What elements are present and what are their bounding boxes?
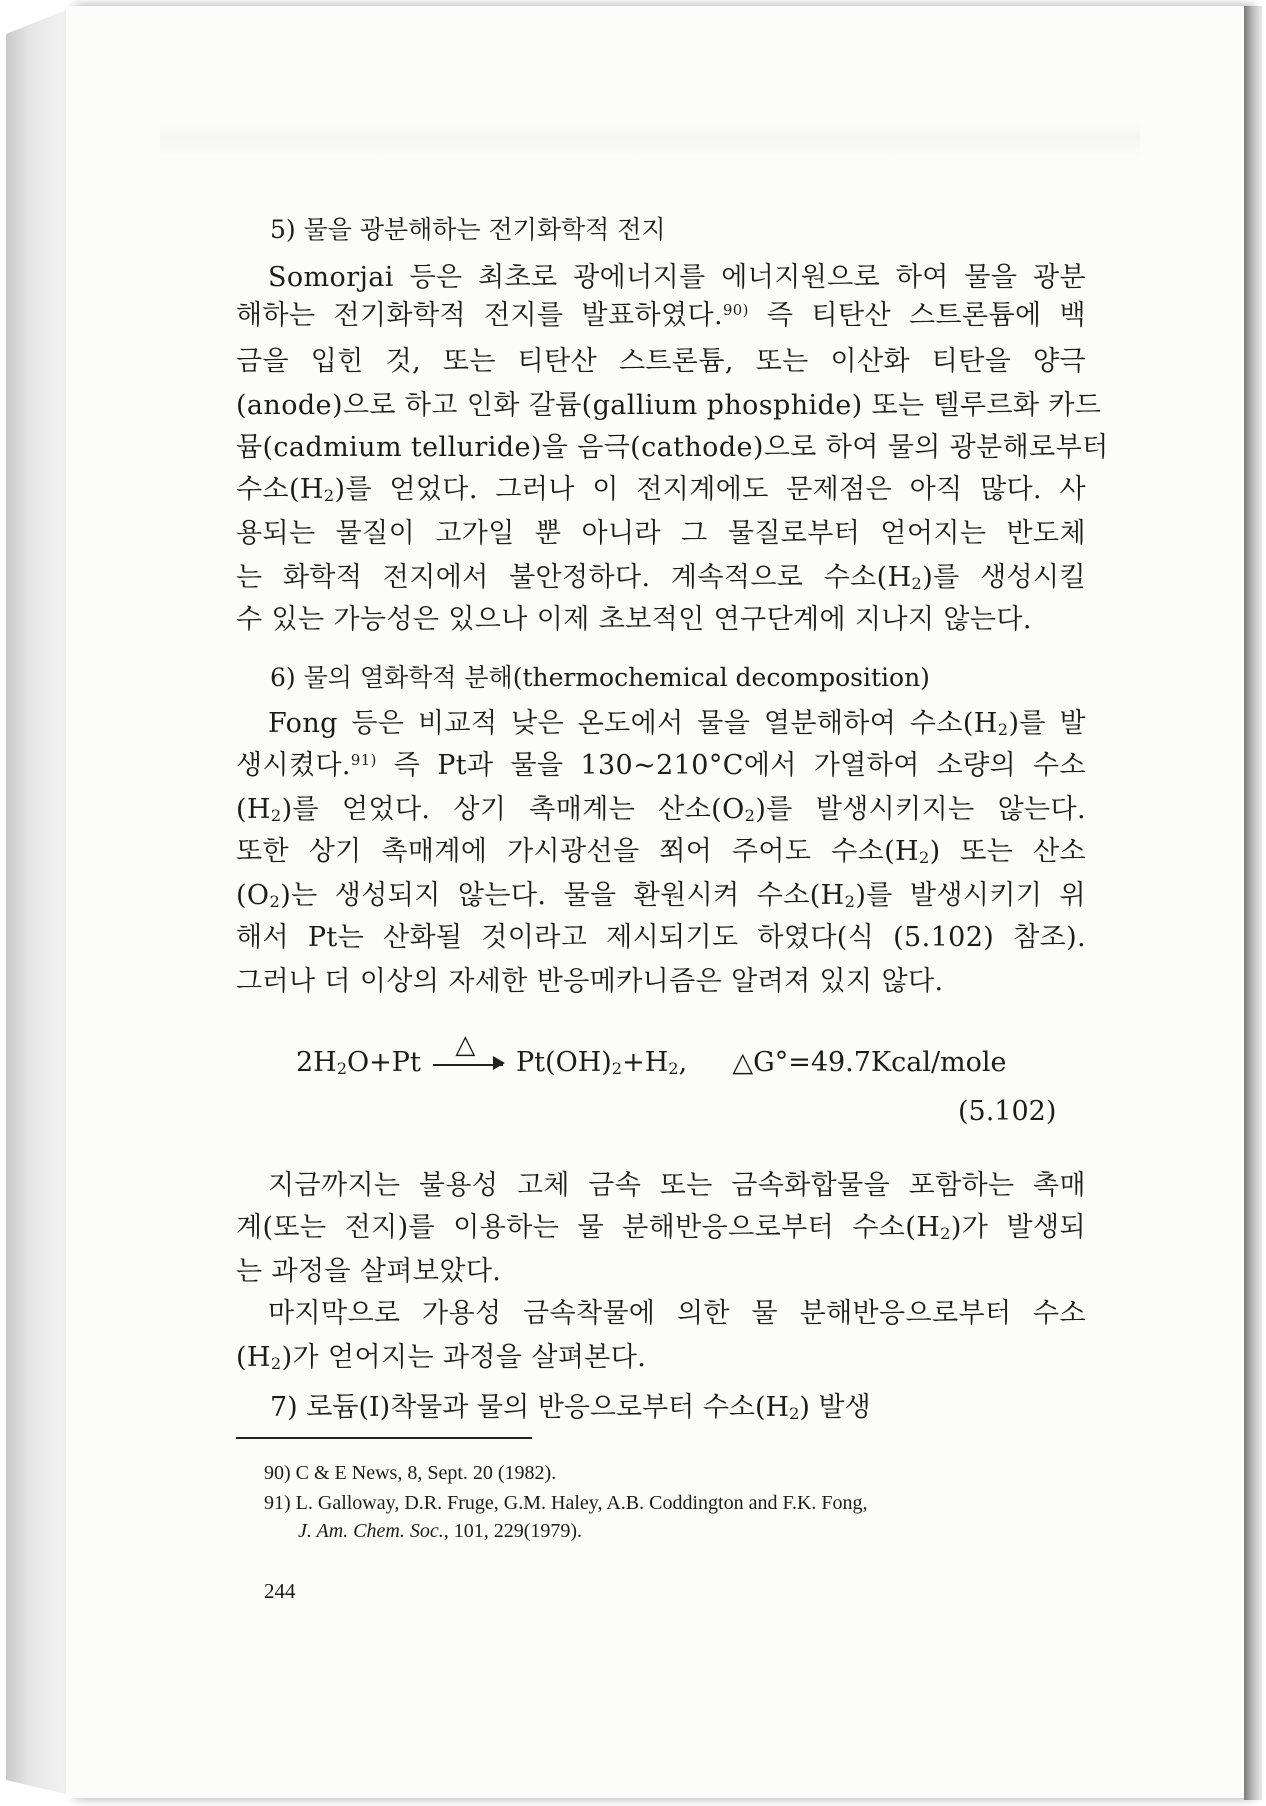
footnote-ref-91: 91) (350, 751, 377, 770)
equation-number: (5.102) (958, 1096, 1057, 1127)
summary-line-1: 지금까지는 불용성 고체 금속 또는 금속화합물을 포함하는 촉매 (268, 1170, 1086, 1201)
summary-line-2: 계(또는 전지)를 이용하는 물 분해반응으로부터 수소$(H_2)$가 발생되 (236, 1212, 1086, 1244)
section5-line-4: (anode)으로 하고 인화 갈륨(gallium phosphide) 또는 텔루르화 카드 (236, 390, 1102, 421)
equation-energy: △G°=49.7Kcal/mole (732, 1047, 1007, 1078)
page-number: 244 (264, 1579, 296, 1603)
section6-line-3: $(H_2)$를 얻었다. 상기 촉매계는 산소$(O_2)$를 발생시키지는 않는다. (236, 794, 1086, 826)
reaction-arrow-icon (433, 1029, 503, 1066)
summary-line-4: 마지막으로 가용성 금속착물에 의한 물 분해반응으로부터 수소 (268, 1298, 1086, 1329)
footnote-90: 90) C & E News, 8, Sept. 20 (1982). (264, 1462, 557, 1484)
section5-line-6: 수소$(H_2)$를 얻었다. 그러나 이 전지계에도 문제점은 아직 많다. 사 (236, 474, 1086, 506)
section6-line-2: 생시켰다.$^{91)}$ 즉 Pt과 물을 130∼210°C에서 가열하여 소량의 수소 (236, 750, 1086, 781)
equation-5-102: $2H_2O+Pt$ △ $Pt(OH)_2+H_2$, △G°=49.7Kcal/mole (296, 1029, 1007, 1079)
section5-line-8: 는 화학적 전지에서 불안정하다. 계속적으로 수소$(H_2)$를 생성시킬 (236, 562, 1087, 594)
section6-line-5: $(O_2)$는 생성되지 않는다. 물을 환원시켜 수소$(H_2)$를 발생시키기 위 (236, 880, 1087, 912)
footnote-ref-90: 90) (722, 301, 749, 320)
section6-line-1: Fong 등은 비교적 낮은 온도에서 물을 열분해하여 수소$(H_2)$를 발 (268, 708, 1086, 740)
section5-line-1: Somorjai 등은 최초로 광에너지를 에너지원으로 하여 물을 광분 (268, 262, 1086, 293)
footnote-91-line-1: 91) L. Galloway, D.R. Fruge, G.M. Haley, A.B. Coddington and F.K. Fong, (264, 1492, 868, 1514)
section5-line-5: 뮴(cadmium telluride)을 음극(cathode)으로 하여 물의 광분해로부터 (236, 432, 1109, 463)
section5-line-9: 수 있는 가능성은 있으나 이제 초보적인 연구단계에 지나지 않는다. (236, 604, 1032, 635)
section5-line-3: 금을 입힌 것, 또는 티탄산 스트론튬, 또는 이산화 티탄을 양극 (236, 346, 1086, 377)
section6-heading: 6) 물의 열화학적 분해(thermochemical decomposition) (270, 663, 930, 692)
section6-line-7: 그러나 더 이상의 자세한 반응메카니즘은 알려져 있지 않다. (236, 966, 944, 997)
book-right-edge (1244, 6, 1262, 1800)
footnote-divider (236, 1437, 532, 1439)
section7-heading: 7) 로듐(Ⅰ)착물과 물의 반응으로부터 수소$(H_2)$ 발생 (270, 1392, 871, 1424)
section6-line-6: 해서 Pt는 산화될 것이라고 제시되기도 하였다(식 (5.102) 참조). (236, 922, 1086, 953)
book-left-edge (6, 10, 66, 1794)
summary-line-3: 는 과정을 살펴보았다. (236, 1256, 502, 1287)
section5-heading: 5) 물을 광분해하는 전기화학적 전지 (270, 215, 666, 244)
faint-header-band (160, 118, 1140, 158)
summary-line-5: $(H_2)$가 얻어지는 과정을 살펴본다. (236, 1342, 647, 1374)
section5-line-7: 용되는 물질이 고가일 뿐 아니라 그 물질로부터 얻어지는 반도체 (236, 518, 1086, 549)
section6-line-4: 또한 상기 촉매계에 가시광선을 쬐어 주어도 수소$(H_2)$ 또는 산소 (236, 836, 1086, 868)
footnote-91-line-2: J. Am. Chem. Soc., 101, 229(1979). (298, 1520, 583, 1542)
section5-line-2: 해하는 전기화학적 전지를 발표하였다.$^{90)}$ 즉 티탄산 스트론튬에 백 (236, 300, 1086, 331)
heat-delta-symbol: △ (455, 1029, 476, 1060)
